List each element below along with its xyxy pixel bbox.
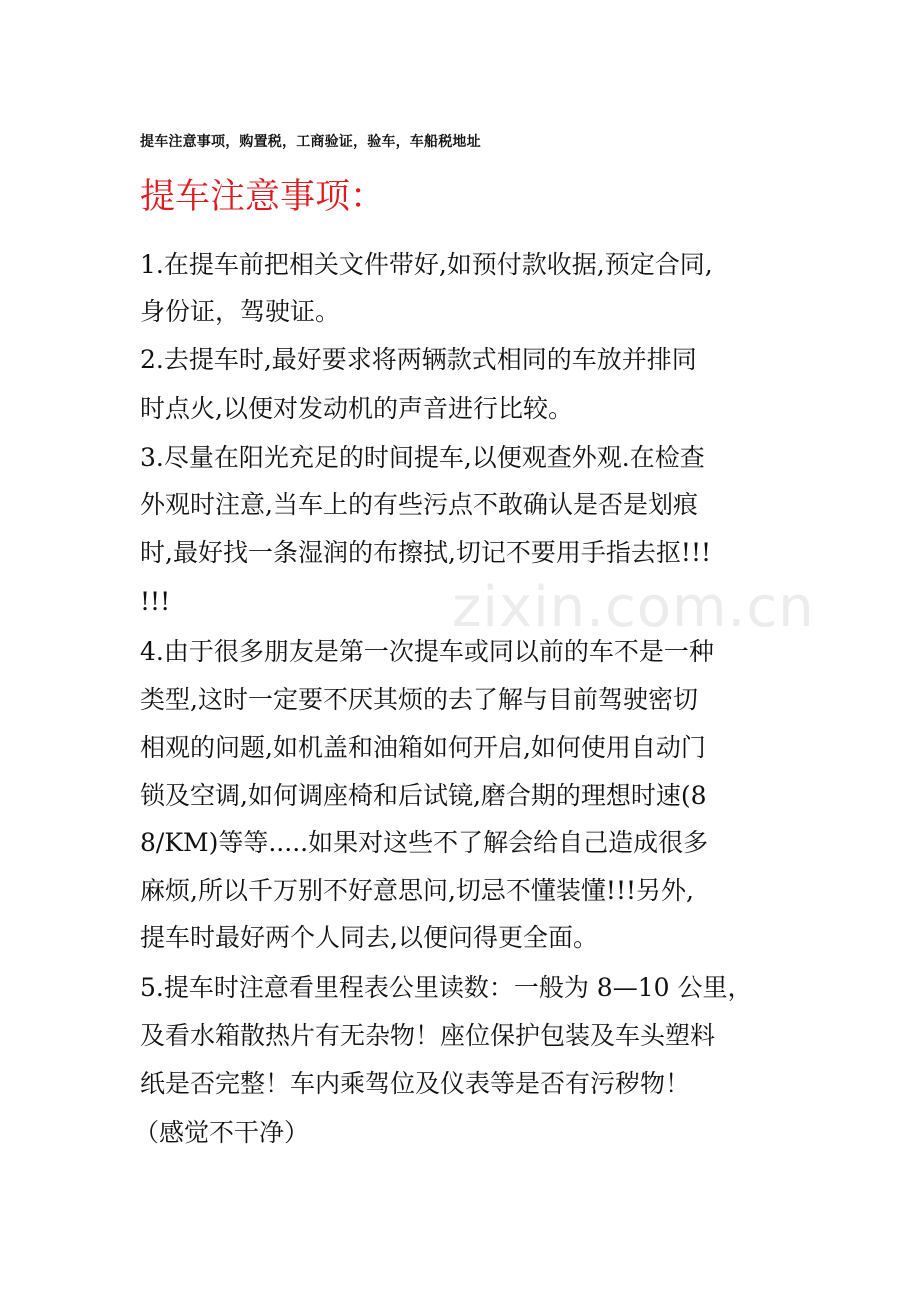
body-line-4-1: 4.由于很多朋友是第一次提车或同以前的车不是一种 (140, 637, 714, 666)
body-line-5-1: 5.提车时注意看里程表公里读数：一般为 8—10 公里， (140, 973, 753, 1002)
body-line-4-4: 锁及空调,如何调座椅和后试镜,磨合期的理想时速(8 (140, 781, 707, 810)
body-line-1-1: 1.在提车前把相关文件带好,如预付款收据,预定合同, (140, 250, 713, 279)
body-line-1-2: 身份证，驾驶证。 (140, 297, 341, 326)
body-line-3-3: 时,最好找一条湿润的布擦拭,切记不要用手指去抠!!! (140, 538, 712, 567)
body-line-3-4: !!! (140, 587, 171, 616)
body-line-3-1: 3.尽量在阳光充足的时间提车,以便观查外观.在检查 (140, 443, 705, 472)
section-heading: 提车注意事项： (140, 177, 386, 217)
body-line-2-1: 2.去提车时,最好要求将两辆款式相同的车放并排同 (140, 345, 697, 374)
body-line-4-2: 类型,这时一定要不厌其烦的去了解与目前驾驶密切 (140, 685, 698, 714)
document-subtitle: 提车注意事项，购置税，工商验证，验车，车船税地址 (140, 134, 481, 150)
watermark-text: zixin.com.cn (452, 575, 815, 640)
body-line-4-5: 8/KM)等等.....如果对这些不了解会给自己造成很多 (140, 828, 709, 857)
body-line-2-2: 时点火,以便对发动机的声音进行比较。 (140, 394, 573, 423)
body-line-5-3: 纸是否完整！车内乘驾位及仪表等是否有污秽物！ (140, 1069, 691, 1098)
body-line-5-4: （感觉不干净） (134, 1118, 310, 1147)
body-line-4-6: 麻烦,所以千万别不好意思问,切忌不懂装懂!!!另外, (140, 876, 694, 905)
body-line-5-2: 及看水箱散热片有无杂物！座位保护包装及车头塑料 (140, 1021, 716, 1050)
body-line-4-3: 相观的问题,如机盖和油箱如何开启,如何使用自动门 (140, 733, 706, 762)
body-line-4-7: 提车时最好两个人同去,以便问得更全面。 (140, 923, 598, 952)
body-line-3-2: 外观时注意,当车上的有些污点不敢确认是否是划痕 (140, 490, 698, 519)
